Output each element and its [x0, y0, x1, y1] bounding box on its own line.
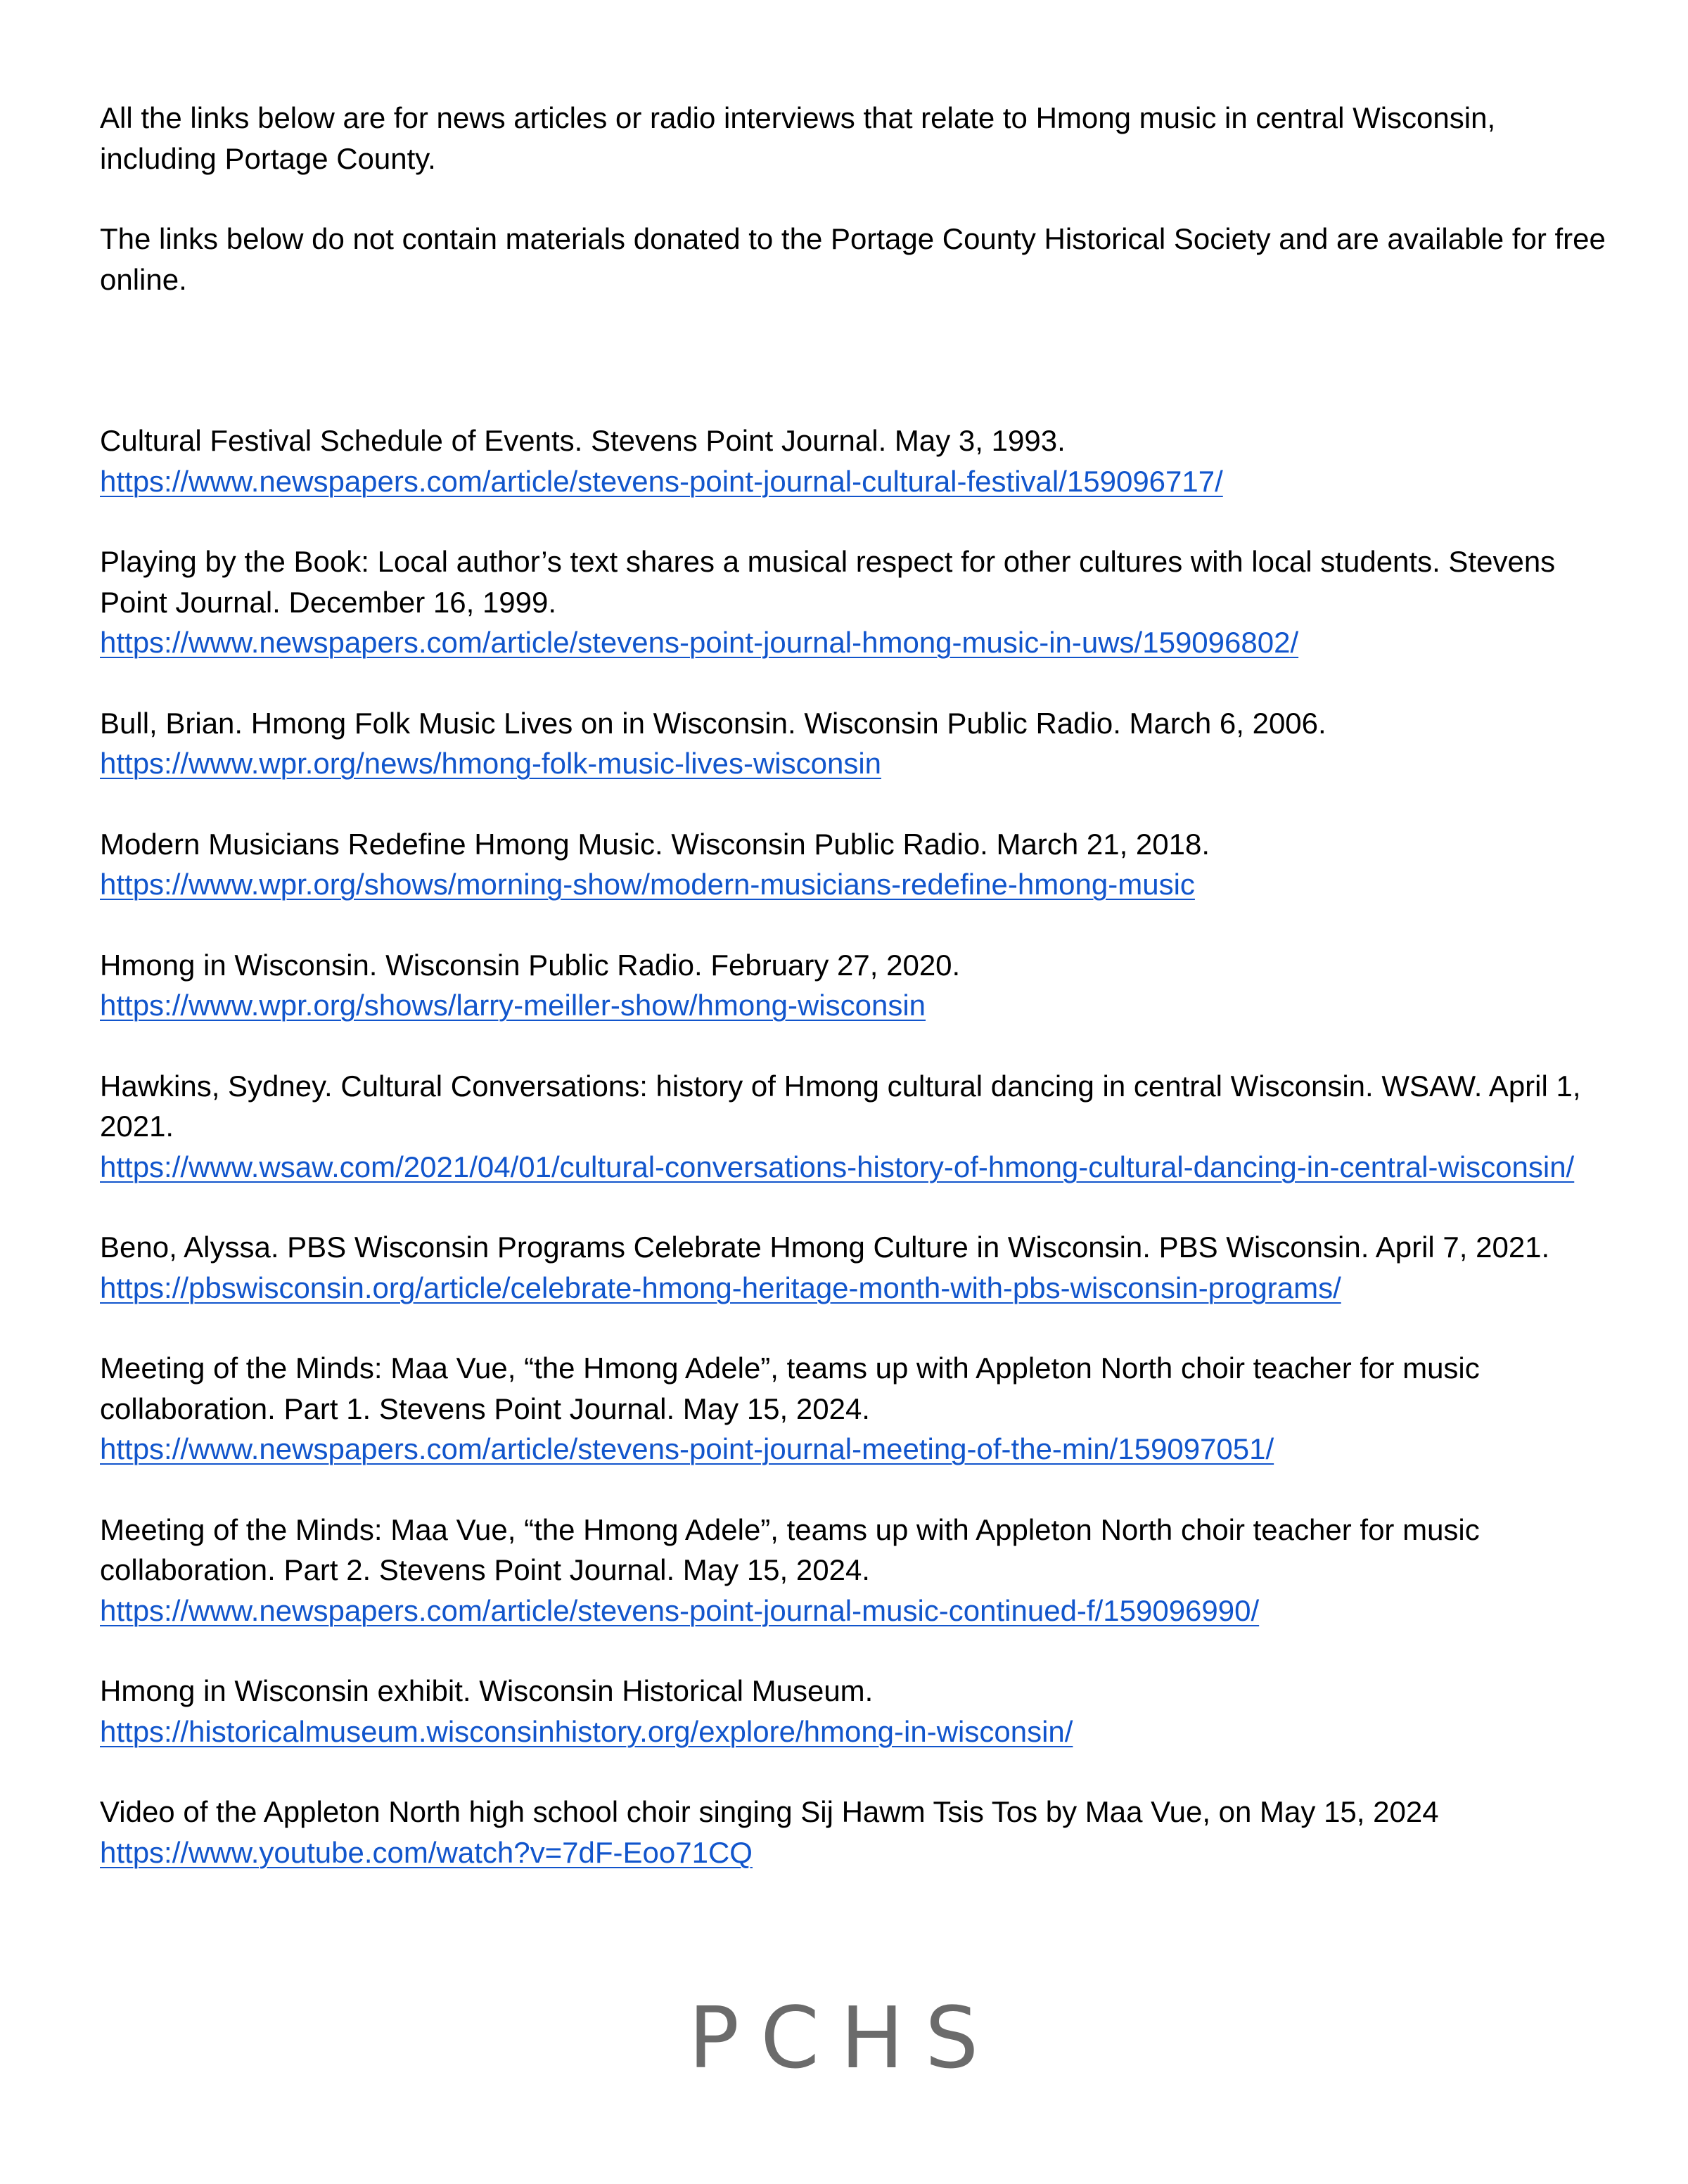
reference-citation: Playing by the Book: Local author’s text shares a musical respect for other cultures with local students. Stevens Point Journal. December 16, 1999.: [100, 545, 1556, 619]
reference-citation: Meeting of the Minds: Maa Vue, “the Hmong Adele”, teams up with Appleton North choir teacher for music collaboration. Part 2. Stevens Point Journal. May 15, 2024.: [100, 1512, 1480, 1586]
reference-link[interactable]: https://www.wpr.org/shows/larry-meiller-show/hmong-wisconsin: [100, 989, 926, 1022]
reference-citation: Video of the Appleton North high school choir singing Sij Hawm Tsis Tos by Maa Vue, on May 15, 2024: [100, 1795, 1439, 1828]
reference-entry: [100, 703, 1612, 784]
reference-link[interactable]: https://www.newspapers.com/article/stevens-point-journal-music-continued-f/159096990/: [100, 1593, 1260, 1627]
reference-link[interactable]: https://www.newspapers.com/article/stevens-point-journal-meeting-of-the-min/159097051/: [100, 1432, 1274, 1465]
reference-entry: [100, 1066, 1612, 1188]
reference-entry: [100, 1510, 1612, 1631]
reference-citation: Hmong in Wisconsin exhibit. Wisconsin Historical Museum.: [100, 1674, 874, 1707]
reference-link[interactable]: https://www.newspapers.com/article/stevens-point-journal-hmong-music-in-uws/159096802/: [100, 626, 1299, 659]
reference-list: [100, 420, 1612, 1873]
reference-entry: [100, 541, 1612, 663]
pchs-logo: PCHS: [688, 1990, 1000, 2088]
reference-entry: [100, 824, 1612, 905]
reference-link[interactable]: https://www.wpr.org/shows/morning-show/modern-musicians-redefine-hmong-music: [100, 868, 1195, 901]
intro-paragraph-2: The links below do not contain materials donated to the Portage County Historical Society and are available for free online.: [100, 222, 1606, 296]
reference-link[interactable]: https://www.wpr.org/news/hmong-folk-music-lives-wisconsin: [100, 747, 882, 780]
reference-link[interactable]: https://pbswisconsin.org/article/celebrate-hmong-heritage-month-with-pbs-wisconsin-programs/: [100, 1271, 1341, 1304]
reference-link[interactable]: https://www.youtube.com/watch?v=7dF-Eoo71CQ: [100, 1835, 753, 1869]
reference-link[interactable]: https://www.newspapers.com/article/stevens-point-journal-cultural-festival/159096717/: [100, 464, 1223, 498]
reference-citation: Modern Musicians Redefine Hmong Music. Wisconsin Public Radio. March 21, 2018.: [100, 827, 1210, 861]
reference-citation: Beno, Alyssa. PBS Wisconsin Programs Celebrate Hmong Culture in Wisconsin. PBS Wisconsin. April 7, 2021.: [100, 1231, 1550, 1264]
reference-entry: [100, 1671, 1612, 1752]
reference-entry: [100, 1792, 1612, 1873]
reference-entry: [100, 420, 1612, 501]
reference-entry: [100, 1227, 1612, 1308]
document-body: [100, 98, 1612, 1913]
reference-citation: Hawkins, Sydney. Cultural Conversations: history of Hmong cultural dancing in central Wisconsin. WSAW. April 1, 2021.: [100, 1069, 1581, 1143]
reference-entry: [100, 1348, 1612, 1470]
reference-citation: Cultural Festival Schedule of Events. Stevens Point Journal. May 3, 1993.: [100, 424, 1066, 457]
reference-citation: Meeting of the Minds: Maa Vue, “the Hmong Adele”, teams up with Appleton North choir teacher for music collaboration. Part 1. Stevens Point Journal. May 15, 2024.: [100, 1351, 1480, 1425]
reference-link[interactable]: https://historicalmuseum.wisconsinhistory.org/explore/hmong-in-wisconsin/: [100, 1714, 1073, 1748]
intro-paragraph-1: All the links below are for news articles or radio interviews that relate to Hmong music in central Wisconsin, including Portage County.: [100, 101, 1496, 175]
reference-entry: [100, 945, 1612, 1026]
reference-citation: Bull, Brian. Hmong Folk Music Lives on in Wisconsin. Wisconsin Public Radio. March 6, 2006.: [100, 706, 1326, 740]
reference-link[interactable]: https://www.wsaw.com/2021/04/01/cultural-conversations-history-of-hmong-cultural-dancing-in-central-wisconsin/: [100, 1150, 1575, 1183]
reference-citation: Hmong in Wisconsin. Wisconsin Public Radio. February 27, 2020.: [100, 948, 961, 982]
